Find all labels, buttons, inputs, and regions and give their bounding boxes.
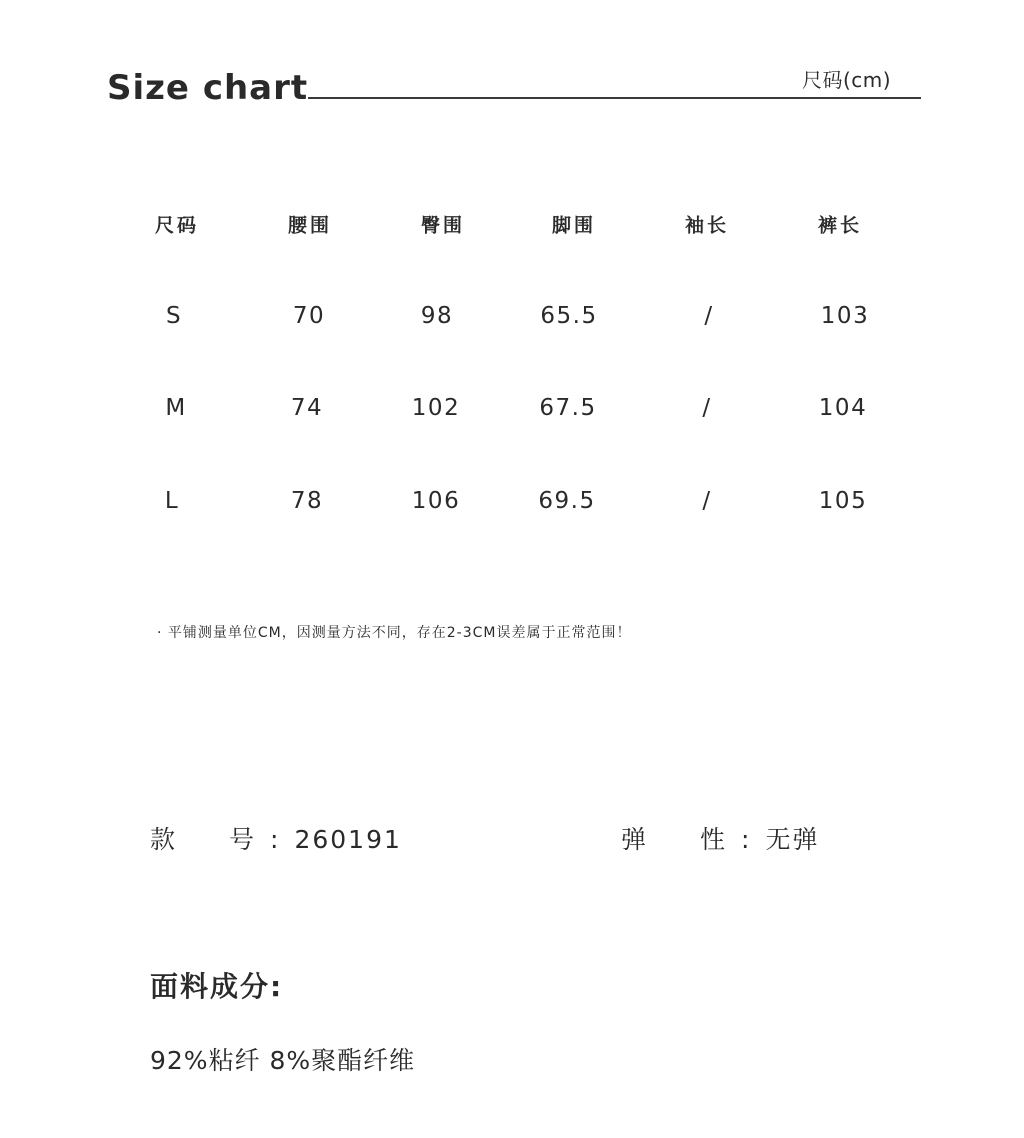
- style-number-value: 260191: [294, 825, 402, 854]
- measurement-note: · 平铺测量单位CM，因测量方法不同，存在2-3CM误差属于正常范围！: [157, 625, 632, 641]
- column-header-length: 裤长: [817, 214, 863, 237]
- elastic-label-first: 弹: [621, 825, 649, 854]
- title-divider: [308, 97, 921, 99]
- elastic-colon: :: [741, 825, 752, 854]
- table-cell: L: [164, 488, 180, 514]
- column-header-hem: 脚围: [551, 214, 597, 237]
- table-cell: S: [165, 303, 183, 329]
- table-cell: 98: [420, 303, 454, 329]
- column-header-size: 尺码: [154, 214, 200, 237]
- page-title: Size chart: [107, 68, 309, 108]
- table-cell: 67.5: [539, 395, 597, 421]
- column-header-sleeve: 袖长: [684, 214, 730, 237]
- style-colon: :: [270, 825, 281, 854]
- unit-label: 尺码(cm): [802, 68, 892, 92]
- table-cell: 104: [818, 395, 868, 421]
- table-cell: 102: [411, 395, 461, 421]
- fabric-composition-value: 92%粘纤 8%聚酯纤维: [150, 1046, 416, 1075]
- table-cell: 74: [290, 395, 324, 421]
- table-cell: 105: [818, 488, 868, 514]
- style-label-first: 款: [150, 825, 178, 854]
- elastic-label-second: 性: [700, 825, 728, 854]
- table-cell: /: [704, 303, 714, 329]
- elasticity-value: 无弹: [765, 825, 820, 854]
- table-cell: /: [702, 395, 712, 421]
- table-cell: 69.5: [538, 488, 596, 514]
- fabric-composition-title: 面料成分:: [150, 970, 284, 1003]
- column-header-waist: 腰围: [287, 214, 333, 237]
- table-cell: /: [702, 488, 712, 514]
- table-cell: M: [165, 395, 187, 421]
- table-cell: 65.5: [540, 303, 598, 329]
- style-number: [150, 820, 402, 856]
- table-cell: 106: [411, 488, 461, 514]
- table-cell: 70: [292, 303, 326, 329]
- table-cell: 103: [820, 303, 870, 329]
- elasticity: [621, 820, 819, 856]
- column-header-hip: 臀围: [420, 214, 466, 237]
- table-cell: 78: [290, 488, 324, 514]
- style-label-second: 号: [229, 825, 257, 854]
